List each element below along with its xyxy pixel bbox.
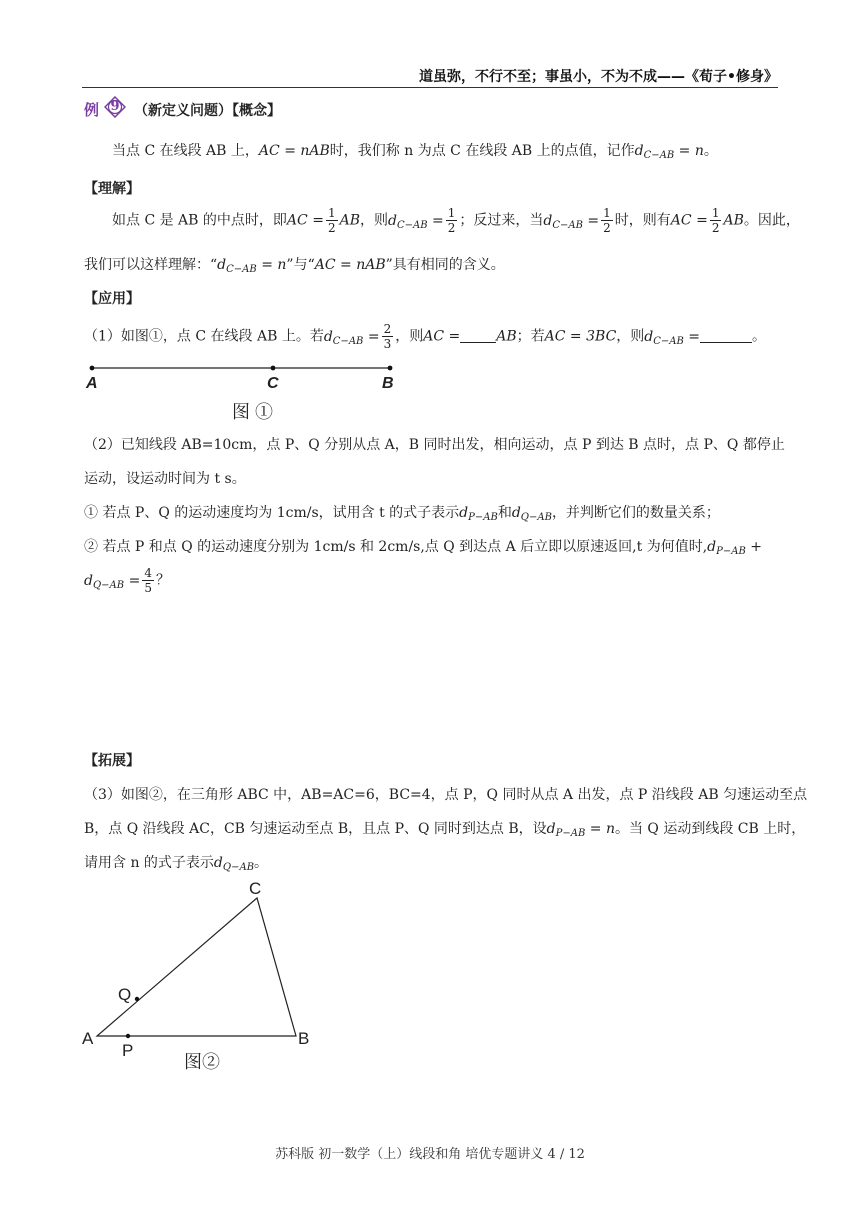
- header-divider: [82, 87, 778, 88]
- figure-1-segment: [80, 358, 410, 422]
- concept-math-2: $d_{C-AB} = n$: [634, 143, 704, 161]
- point-p: [126, 1034, 130, 1038]
- header-quote: 道虽弥，不行不至；事虽小，不为不成——《荀子•修身》: [419, 69, 778, 85]
- fraction-half: $\frac{1}{2}$: [711, 206, 720, 235]
- example-title: （新定义问题）【概念】: [134, 103, 281, 119]
- label-b: B: [298, 1029, 310, 1048]
- fraction-half: $\frac{1}{2}$: [447, 206, 456, 235]
- question-3-line-2: B，点 Q 沿线段 AC，CB 匀速运动至点 B，且点 P、Q 同时到达点 B，设$d_{P-AB} = n$。当 Q 运动到线段 CB 上时，: [84, 821, 806, 839]
- concept-text-3: 。: [703, 143, 718, 159]
- concept-text-2: 时，我们称 n 为点 C 在线段 AB 上的点值，记作: [329, 143, 635, 159]
- fraction-two-thirds: $\frac{2}{3}$: [383, 322, 392, 351]
- figure-1-caption: 图 ①: [232, 402, 274, 422]
- label-c: C: [249, 879, 262, 898]
- question-2-part-2-cont: $d_{Q-AB}$ = $\frac{4}{5}$ ？: [84, 566, 170, 595]
- question-3-line-3: 请用含 n 的式子表示$d_{Q-AB}$。: [84, 855, 269, 873]
- fraction-half: $\frac{1}{2}$: [603, 206, 611, 235]
- label-p: P: [122, 1041, 134, 1060]
- figure-2-caption: 图②: [184, 1052, 220, 1072]
- answer-blank[interactable]: [460, 328, 496, 343]
- label-q: Q: [118, 985, 132, 1004]
- question-2-line-2: 运动，设运动时间为 t s。: [84, 471, 246, 487]
- question-3-line-1: （3）如图②，在三角形 ABC 中，AB=AC=6，BC=4，点 P，Q 同时从点 A 出发，点 P 沿线段 AB 匀速运动至点: [84, 787, 808, 803]
- point-b: [388, 366, 393, 371]
- question-2-part-2: ② 若点 P 和点 Q 的运动速度分别为 1cm/s 和 2cm/s,点 Q 到达点 A 后立即以原速返回,t 为何值时$,d_{P-AB}$ +: [84, 539, 763, 557]
- understand-line-1: 如点 C 是 AB 的中点时，即AC = $\frac{1}{2}$ AB，则$d_{C-AB}$ = $\frac{1}{2}$ ；反过来，当$d_{C-AB}$ = $\frac{1}{2}$ 时，则有AC = $\frac{1}{2}$ AB。因此，: [112, 206, 800, 235]
- question-2-line-1: （2）已知线段 AB=10cm，点 P、Q 分别从点 A，B 同时出发，相向运动，点 P 到达 B 点时，点 P、Q 都停止: [84, 437, 785, 453]
- question-2-part-1: ① 若点 P、Q 的运动速度均为 1cm/s，试用含 t 的式子表示$d_{P-AB}$和$d_{Q-AB}$，并判断它们的数量关系；: [84, 505, 720, 523]
- label-b: B: [382, 375, 394, 392]
- point-q: [135, 997, 139, 1001]
- apply-heading: 【应用】: [84, 291, 140, 307]
- page-footer: 苏科版 初一数学（上）线段和角 培优专题讲义 4 / 12: [275, 1147, 585, 1162]
- point-a: [90, 366, 95, 371]
- concept-text-1: 当点 C 在线段 AB 上，: [112, 143, 259, 159]
- answer-blank[interactable]: [700, 328, 752, 343]
- triangle-abc: [97, 898, 296, 1036]
- fraction-half: $\frac{1}{2}$: [327, 206, 336, 235]
- label-c: C: [267, 375, 279, 392]
- fraction-four-fifths: $\frac{4}{5}$: [144, 566, 152, 595]
- concept-math-1: AC = nAB: [258, 143, 330, 159]
- understand-line-2: 我们可以这样理解：“$d_{C-AB} = n$”与“AC = nAB”具有相同的含义。: [84, 257, 505, 275]
- example-label: 例: [84, 101, 100, 119]
- label-a: A: [86, 375, 98, 392]
- example-number: 9: [110, 99, 120, 114]
- figure-2-triangle: [76, 874, 326, 1080]
- point-c: [271, 366, 276, 371]
- question-1: （1）如图①，点 C 在线段 AB 上。若$d_{C-AB}$ = $\frac{2}{3}$ ，则AC = AB；若AC = 3BC，则$d_{C-AB}$ = 。: [84, 322, 767, 351]
- understand-heading: 【理解】: [84, 181, 140, 197]
- extend-heading: 【拓展】: [84, 753, 140, 769]
- label-a: A: [82, 1029, 94, 1048]
- concept-line: [112, 140, 718, 160]
